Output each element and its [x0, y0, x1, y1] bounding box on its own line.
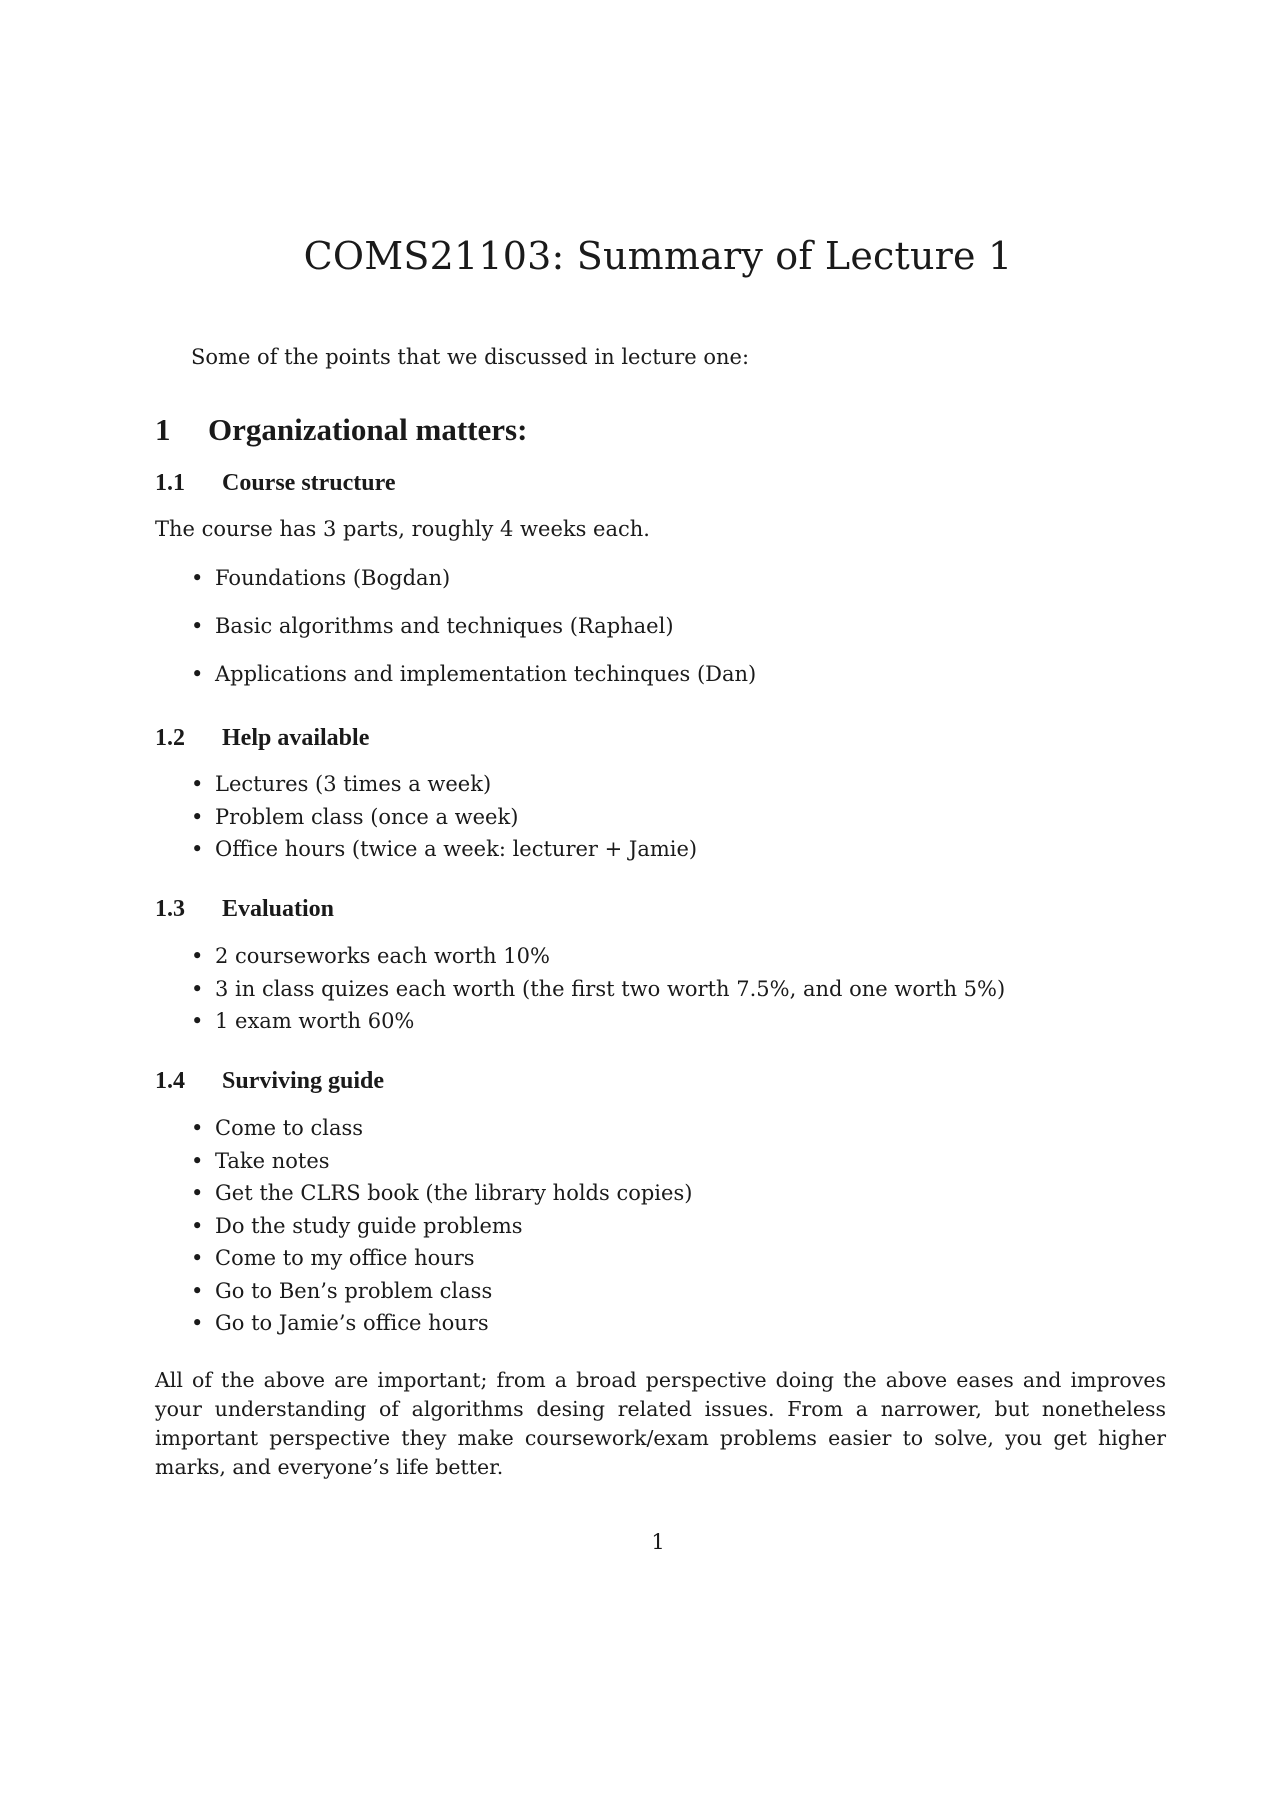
- bullet-icon: •: [191, 804, 204, 829]
- closing-paragraph: All of the above are important; from a broad perspective doing the above eases and improves your understanding of algorithms desing related issues. From a narrower, but nonetheless important perspective they make coursework/exam problems easier to solve, you get higher marks, and everyone’s life better.: [155, 1368, 1166, 1479]
- list-item: • 2 courseworks each worth 10%: [191, 944, 550, 968]
- evaluation-list: [191, 942, 1005, 1040]
- bullet-icon: •: [191, 976, 204, 1001]
- subsection-help-available: [155, 725, 369, 752]
- bullet-icon: •: [191, 1213, 204, 1238]
- list-item: • Take notes: [191, 1148, 330, 1173]
- list-item: • Go to Ben’s problem class: [191, 1278, 493, 1303]
- bullet-icon: •: [191, 662, 204, 686]
- section-number: 1: [155, 412, 171, 447]
- bullet-icon: •: [191, 614, 204, 638]
- course-structure-text: The course has 3 parts, roughly 4 weeks each.: [155, 517, 650, 541]
- list-item: • Foundations (Bogdan): [191, 566, 451, 590]
- bullet-icon: •: [191, 1009, 204, 1033]
- subsection-evaluation: [155, 896, 334, 923]
- list-item: • Lectures (3 times a week): [191, 772, 492, 796]
- section-heading: Organizational matters:: [208, 412, 528, 447]
- bullet-icon: •: [191, 1246, 204, 1270]
- course-structure-list: [191, 564, 756, 708]
- subsection-heading: Course structure: [222, 470, 396, 496]
- list-item: • Problem class (once a week): [191, 804, 519, 829]
- document-title: COMS21103: Summary of Lecture 1: [303, 234, 1013, 278]
- list-item: • Basic algorithms and techniques (Raphael): [191, 614, 674, 638]
- bullet-icon: •: [191, 772, 204, 796]
- subsection-number: 1.2: [155, 725, 185, 751]
- subsection-number: 1.4: [155, 1068, 185, 1094]
- list-item: • 1 exam worth 60%: [191, 1009, 415, 1033]
- list-item: • Do the study guide problems: [191, 1213, 523, 1238]
- intro-text: Some of the points that we discussed in lecture one:: [191, 345, 750, 369]
- subsection-heading: Evaluation: [222, 896, 335, 922]
- bullet-icon: •: [191, 1148, 204, 1173]
- surviving-guide-list: [191, 1114, 692, 1342]
- list-item: • Come to my office hours: [191, 1246, 475, 1270]
- list-item: • Go to Jamie’s office hours: [191, 1311, 489, 1335]
- bullet-icon: •: [191, 944, 204, 968]
- bullet-icon: •: [191, 1278, 204, 1303]
- subsection-number: 1.1: [155, 470, 185, 496]
- bullet-icon: •: [191, 566, 204, 590]
- subsection-surviving-guide: [155, 1068, 384, 1095]
- bullet-icon: •: [191, 1116, 204, 1140]
- help-available-list: [191, 770, 697, 868]
- list-item: • Come to class: [191, 1116, 364, 1140]
- page-number: 1: [651, 1530, 665, 1554]
- bullet-icon: •: [191, 837, 204, 861]
- list-item: • Applications and implementation techinques (Dan): [191, 662, 757, 686]
- subsection-number: 1.3: [155, 896, 185, 922]
- list-item: • Office hours (twice a week: lecturer + Jamie): [191, 837, 698, 861]
- bullet-icon: •: [191, 1181, 204, 1205]
- list-item: • Get the CLRS book (the library holds copies): [191, 1181, 693, 1205]
- section-organizational-matters: [155, 412, 527, 448]
- subsection-heading: Help available: [222, 725, 370, 751]
- list-item: • 3 in class quizes each worth (the first two worth 7.5%, and one worth 5%): [191, 976, 1006, 1001]
- subsection-heading: Surviving guide: [222, 1068, 385, 1094]
- bullet-icon: •: [191, 1311, 204, 1335]
- subsection-course-structure: [155, 470, 396, 497]
